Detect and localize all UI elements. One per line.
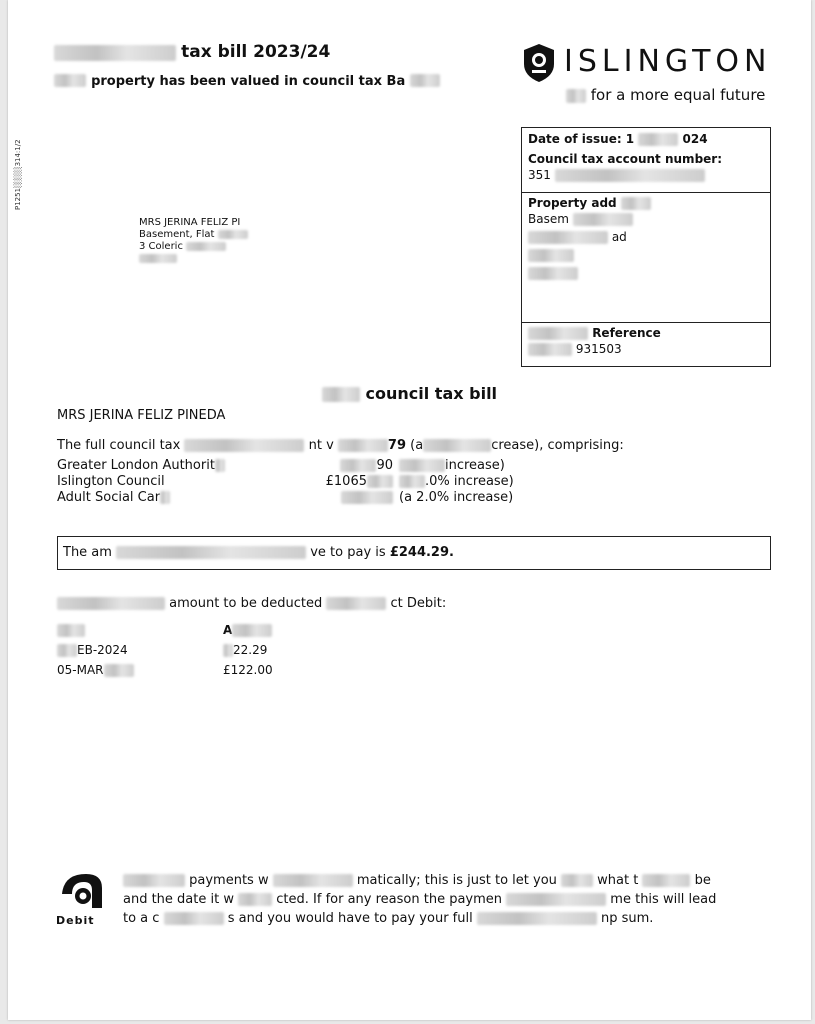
amount-due-value: £244.29. [389,545,454,560]
property-address-section [522,192,770,323]
bill-subtitle [54,70,440,89]
notice-line2c: me this will lead [610,892,717,907]
schedule-intro-text: amount to be deducted [169,596,323,611]
reference-value [522,340,770,358]
charge-change [393,458,505,474]
reference-value-text: 931503 [575,342,622,356]
bill-subtitle-text: property has been valued in council tax Ba [91,74,406,89]
charge-change-text: increase) [445,458,505,473]
full-charge-prefix: The full council tax [57,438,181,453]
property-address-line1 [522,210,770,228]
notice-line2b: cted. If for any reason the paymen [276,892,503,907]
council-tax-bill-page [8,0,811,1020]
address-line3 [139,253,248,265]
logo-wordmark: ISLINGTON [564,44,772,79]
charge-change-text: .0% increase) [425,474,514,489]
charge-name-text: Greater London Authorit [57,458,215,473]
notice-line3c: np sum. [601,911,654,926]
charge-row [57,458,514,474]
schedule-date [57,660,223,680]
islington-logo [520,42,770,112]
address-line2-text: 3 Coleric [139,241,183,252]
direct-debit-notice [123,871,763,928]
reference-label-text: Reference [592,326,661,340]
schedule-amount-header [223,620,272,640]
charge-change [393,474,514,490]
property-address-line4 [522,264,770,282]
charge-change: (a 2.0% increase) [399,490,514,505]
amount-due-prefix: The am [63,545,112,560]
charge-amount [325,490,393,506]
reference-label [522,322,770,340]
notice-line2 [123,890,763,909]
charge-name-text: Adult Social Car [57,490,161,505]
account-number-value [522,166,770,184]
schedule-row [57,660,273,680]
schedule-date [57,640,223,660]
direct-debit-icon [56,868,112,912]
charge-amount-text: 90 [376,458,393,473]
schedule-row [57,640,273,660]
schedule-date-text: EB-2024 [77,643,128,657]
notice-line1a: payments w [189,873,269,888]
property-line2-text: ad [611,230,627,244]
address-line2 [139,241,248,253]
direct-debit-logo [56,868,112,926]
charge-row [57,490,514,506]
schedule-amount: £122.00 [223,663,273,677]
schedule-date-text: 05-MAR [57,663,104,677]
notice-line3 [123,909,763,928]
full-charge-line [57,438,624,453]
charge-name: Islington Council [57,474,165,489]
issue-account-section [522,128,770,193]
section-heading-text: council tax bill [365,384,498,403]
charge-name [57,490,325,506]
date-of-issue-value: 024 [682,132,708,146]
property-address-label-text: Property add [528,196,617,210]
property-address-line3 [522,246,770,264]
property-address-label [522,192,770,210]
amount-due-mid: ve to pay is [310,545,386,560]
crest-icon [520,42,558,84]
schedule-date-header [57,620,223,640]
charges-breakdown [57,458,514,506]
full-charge-amount: 79 [387,438,407,453]
notice-line1b: matically; this is just to let you [356,873,557,888]
payment-schedule [57,620,273,680]
notice-line1c: what t [597,873,639,888]
logo-tagline [566,86,765,104]
schedule-intro-end: ct Debit: [390,596,447,611]
mailing-address [139,217,248,265]
notice-line1d: be [694,873,711,888]
address-line1-text: Basement, Flat [139,229,215,240]
reference-section [522,322,770,366]
charge-amount [325,458,393,474]
charge-amount-text: £1065 [325,474,367,489]
schedule-intro [57,596,446,611]
margin-reference-code: P1251░░░░314:1/2 [14,139,22,210]
notice-line2a: and the date it w [123,892,234,907]
full-charge-mid: nt v [308,438,334,453]
bill-title-text: tax bill 2023/24 [181,42,331,62]
address-line1 [139,229,248,241]
address-name: MRS JERINA FELIZ PI [139,217,241,228]
charge-amount [325,474,393,490]
schedule-header [57,620,273,640]
notice-line3b: s and you would have to pay your full [227,911,473,926]
amount-due-box [57,536,771,570]
section-heading [8,384,811,403]
account-number-label: Council tax account number: [528,152,723,166]
date-of-issue-label: Date of issue: 1 [528,132,635,146]
charge-name [57,458,325,474]
amount-due-text [63,545,454,560]
charge-row [57,474,514,490]
property-line1-text: Basem [528,212,569,226]
full-charge-after: crease), comprising: [491,438,624,453]
recipient-name: MRS JERINA FELIZ PINEDA [57,408,226,423]
bill-title [54,42,330,62]
direct-debit-logo-text: Debit [56,914,95,927]
schedule-amount [223,640,267,660]
full-charge-suffix: (a [410,438,424,453]
account-info-box [521,127,771,367]
notice-line3a: to a c [123,911,160,926]
account-number-text: 351 [528,168,551,182]
date-of-issue [522,128,770,146]
logo-tagline-text: for a more equal future [590,86,766,104]
property-address-line2 [522,228,770,246]
notice-line1 [123,871,763,890]
schedule-amount-header-text: A [223,623,233,637]
schedule-amount-text: 22.29 [233,643,268,657]
